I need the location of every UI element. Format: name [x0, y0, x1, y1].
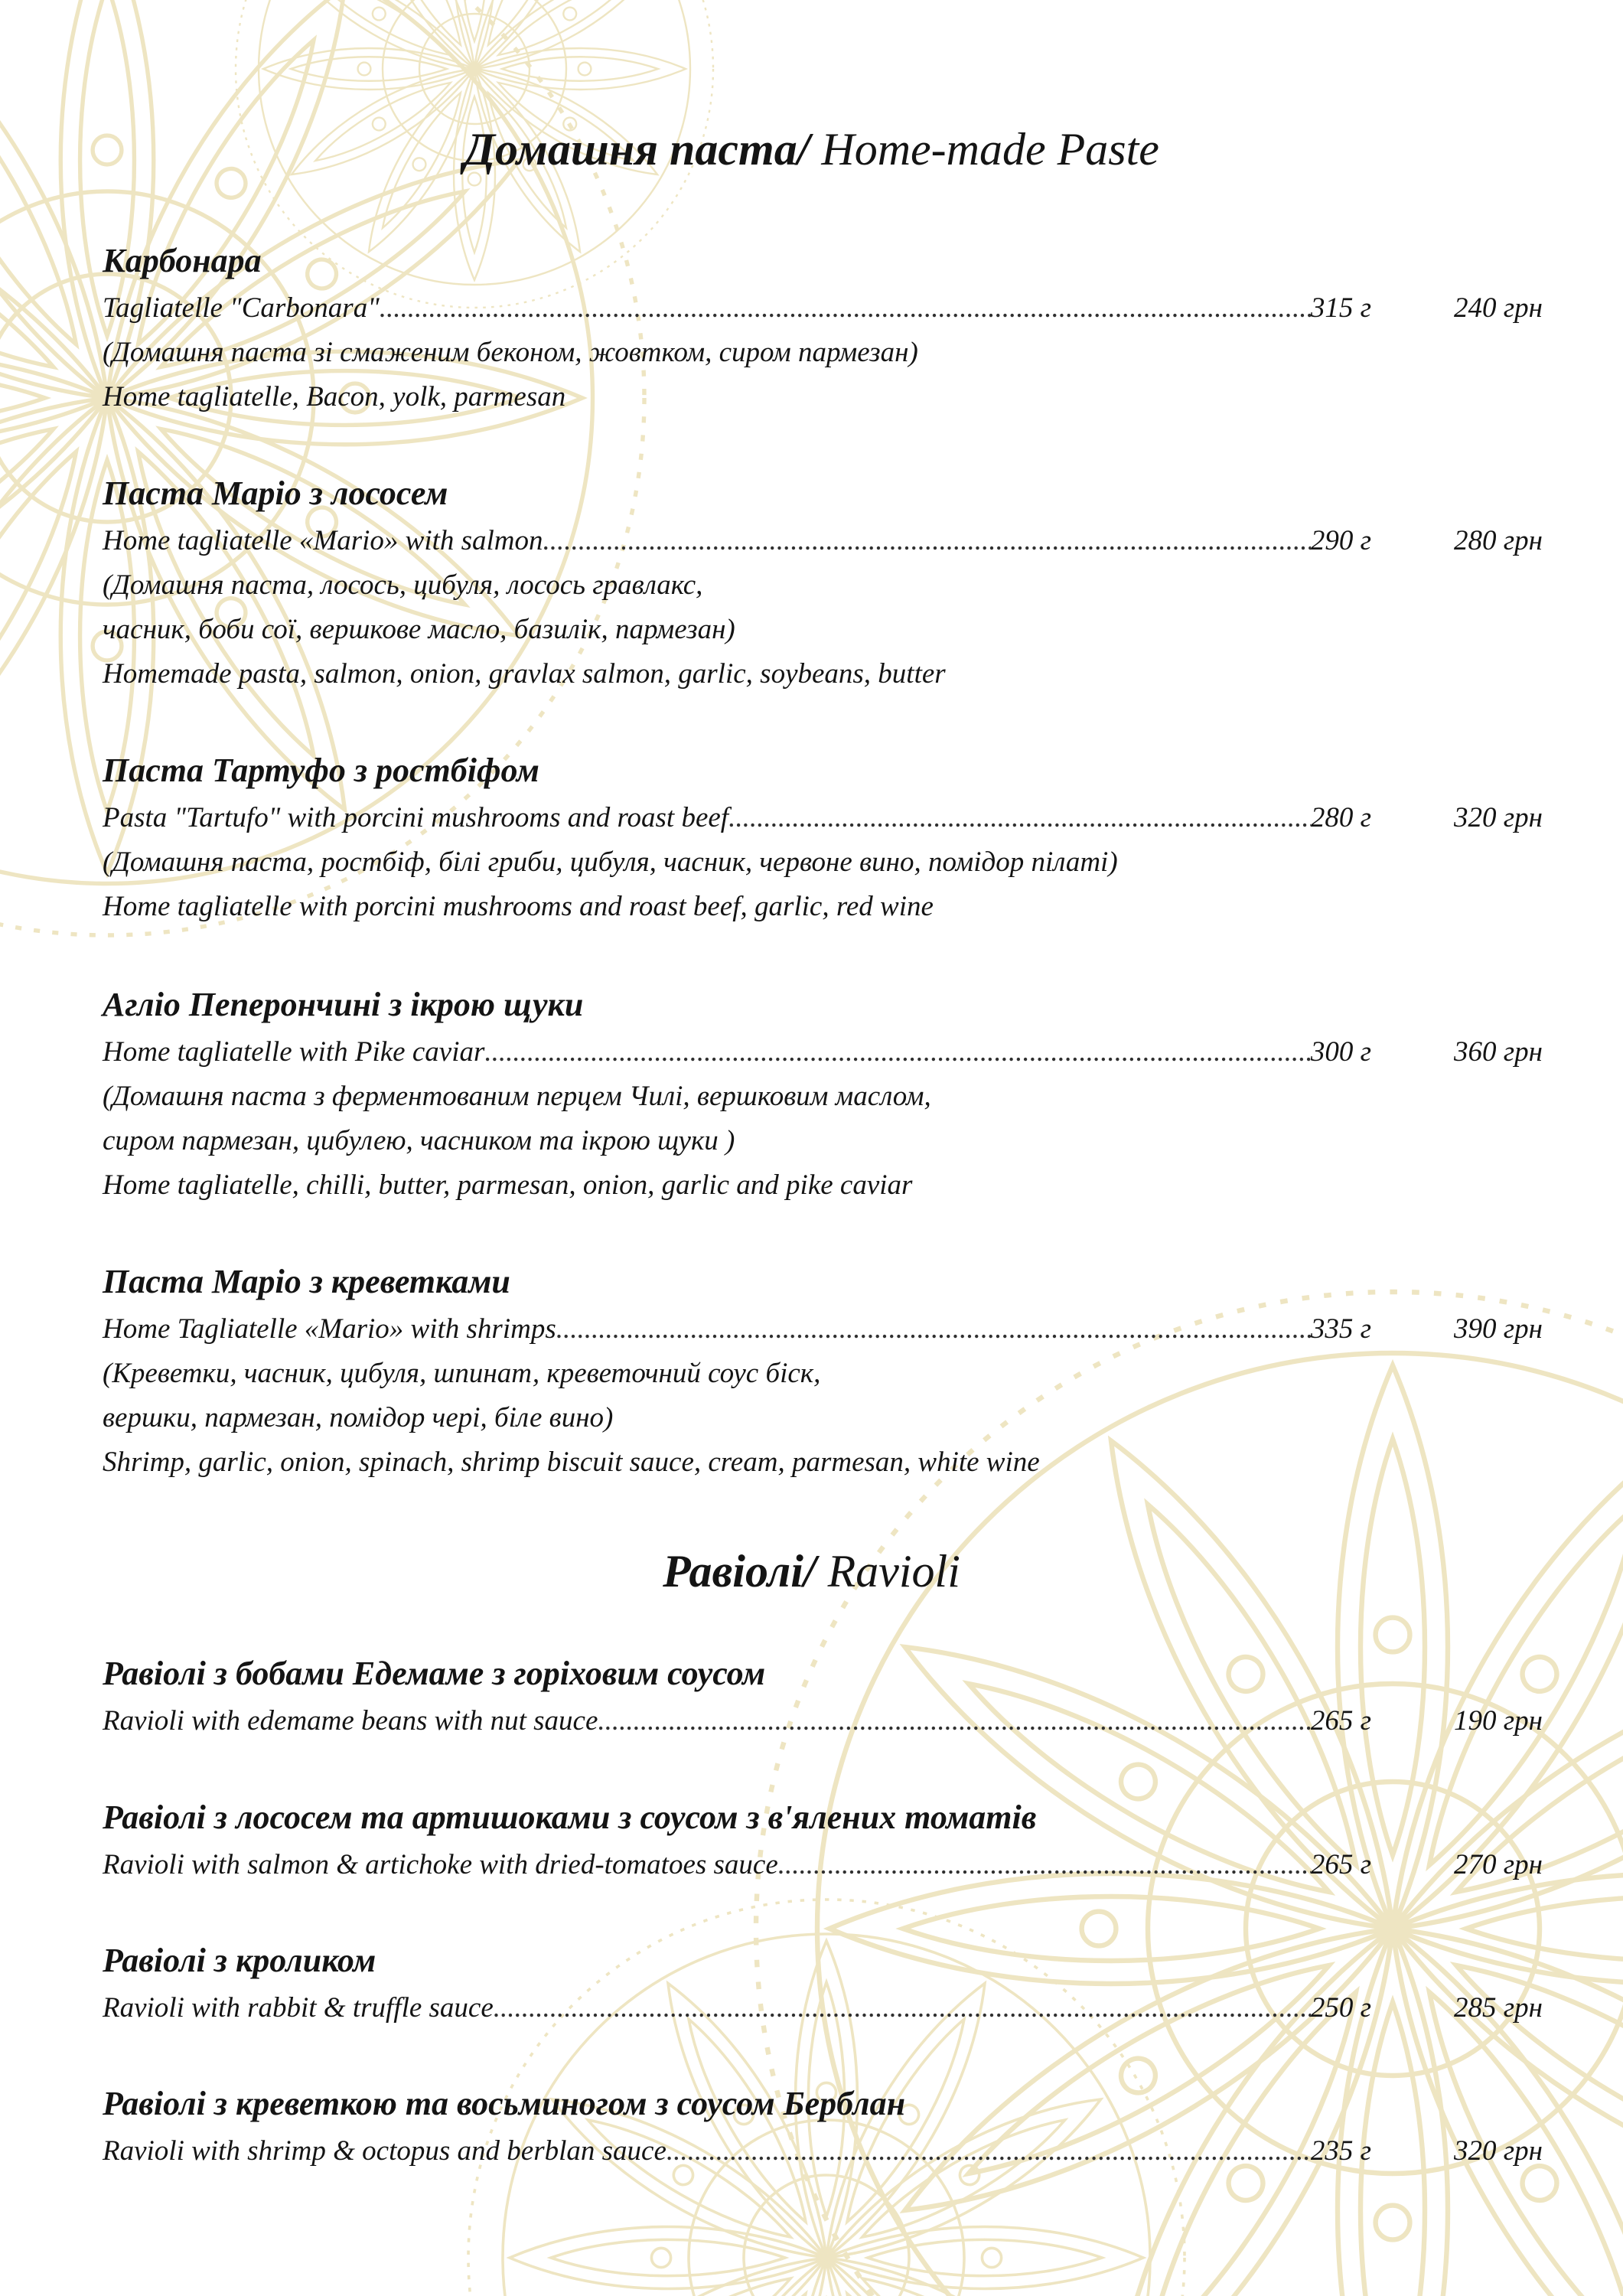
item-price: 285 грн: [1453, 1992, 1543, 2024]
item-english-name: Ravioli with rabbit & truffle sauce: [103, 1992, 494, 2024]
dot-leader: [494, 1986, 1311, 2030]
section-title-ua: Равіолі/: [663, 1546, 816, 1596]
item-description-row: [103, 1986, 1541, 2030]
item-price: 280 грн: [1453, 525, 1543, 556]
item-weight: 290 г: [1310, 525, 1371, 556]
item-weight: 250 г: [1310, 1992, 1371, 2024]
item-name: Агліо Пеперончині з ікрою щуки: [103, 986, 584, 1023]
item-description-line: [103, 1030, 1371, 1075]
item-weight: 265 г: [1310, 1705, 1371, 1737]
dot-leader: [556, 1307, 1311, 1352]
item-description-line: [103, 519, 1371, 563]
item-name: Карбонара: [103, 242, 262, 279]
item-description-row: [103, 1843, 1541, 1887]
menu-item-carbonara: [103, 240, 1541, 419]
item-english-name: Tagliatelle "Carbonara": [103, 292, 380, 324]
item-note: Home tagliatelle with porcini mushrooms and roast beef, garlic, red wine: [103, 891, 934, 922]
item-description-row: [103, 1699, 1541, 1743]
menu-item-aglio-peperoncini: [103, 984, 1541, 1208]
item-note: вершки, пармезан, помідор чері, біле вино): [103, 1402, 614, 1433]
item-name: Равіолі з кроликом: [103, 1942, 376, 1979]
item-note: Home tagliatelle, Bacon, yolk, parmesan: [103, 381, 566, 413]
item-name: Равіолі з лососем та артишоками з соусом з в'ялених томатів: [103, 1799, 1037, 1836]
menu-item-mario-shrimps: [103, 1261, 1541, 1485]
dot-leader: [778, 1843, 1311, 1887]
item-weight: 300 г: [1310, 1036, 1371, 1068]
item-description-row: [103, 796, 1541, 840]
menu-item-ravioli-edamame: [103, 1653, 1541, 1743]
menu-item-mario-salmon: [103, 473, 1541, 696]
item-weight: 265 г: [1310, 1849, 1371, 1880]
item-price: 270 грн: [1453, 1849, 1543, 1880]
item-note: сиром пармезан, цибулею, часником та ікрою щуки ): [103, 1125, 735, 1156]
item-note: (Домашня паста зі смаженим беконом, жовтком, сиром пармезан): [103, 337, 918, 368]
item-description-line: [103, 1699, 1371, 1743]
item-english-name: Home tagliatelle with Pike caviar: [103, 1036, 485, 1068]
item-note: Shrimp, garlic, onion, spinach, shrimp biscuit sauce, cream, parmesan, white wine: [103, 1446, 1040, 1478]
item-description-row: [103, 519, 1541, 563]
item-english-name: Ravioli with edemame beans with nut sauce: [103, 1705, 598, 1737]
item-price: 390 грн: [1453, 1313, 1543, 1345]
dot-leader: [380, 286, 1311, 331]
section-title-en: Ravioli: [816, 1546, 960, 1596]
item-weight: 315 г: [1310, 292, 1371, 324]
item-english-name: Home Tagliatelle «Mario» with shrimps: [103, 1313, 556, 1345]
menu-item-ravioli-shrimp-octopus: [103, 2083, 1541, 2174]
item-note: Home tagliatelle, chilli, butter, parmesan, onion, garlic and pike caviar: [103, 1169, 913, 1201]
item-name: Паста Маріо з лососем: [103, 475, 448, 512]
menu-item-ravioli-salmon: [103, 1797, 1541, 1887]
item-description-line: [103, 796, 1371, 840]
menu-item-ravioli-rabbit: [103, 1940, 1541, 2030]
item-weight: 335 г: [1310, 1313, 1371, 1345]
item-description-row: [103, 286, 1541, 331]
item-weight: 280 г: [1310, 802, 1371, 833]
item-description-row: [103, 2129, 1541, 2174]
dot-leader: [543, 519, 1311, 563]
item-name: Паста Маріо з креветками: [103, 1263, 510, 1300]
item-price: 320 грн: [1453, 802, 1543, 833]
item-description-row: [103, 1030, 1541, 1075]
item-note: (Креветки, часник, цибуля, шпинат, креветочний соус біск,: [103, 1358, 821, 1389]
dot-leader: [598, 1699, 1310, 1743]
dot-leader: [484, 1030, 1310, 1075]
item-weight: 235 г: [1310, 2135, 1371, 2167]
item-note: (Домашня паста, лосось, цибуля, лосось гравлакс,: [103, 569, 703, 601]
section-title-pasta: [0, 122, 1623, 176]
item-name: Равіолі з креветкою та восьминогом з соусом Берблан: [103, 2085, 906, 2122]
item-description-line: [103, 1843, 1371, 1887]
item-english-name: Ravioli with shrimp & octopus and berblan sauce: [103, 2135, 666, 2167]
item-note: часник, боби сої, вершкове масло, базилік, пармезан): [103, 614, 735, 645]
item-english-name: Pasta "Tartufo" with porcini mushrooms and roast beef: [103, 802, 729, 833]
item-note: (Домашня паста, ростбіф, білі гриби, цибуля, часник, червоне вино, помідор пілаті): [103, 846, 1118, 878]
item-note: (Домашня паста з ферментованим перцем Чилі, вершковим маслом,: [103, 1081, 931, 1112]
item-description-line: [103, 1986, 1371, 2030]
section-title-ua: Домашня паста/: [464, 124, 810, 174]
item-description-row: [103, 1307, 1541, 1352]
section-title-ravioli: [0, 1544, 1623, 1598]
item-description-line: [103, 286, 1371, 331]
item-name: Паста Тартуфо з ростбіфом: [103, 752, 539, 789]
dot-leader: [728, 796, 1311, 840]
item-note: Homemade pasta, salmon, onion, gravlax salmon, garlic, soybeans, butter: [103, 658, 946, 690]
item-description-line: [103, 1307, 1371, 1352]
item-price: 190 грн: [1453, 1705, 1543, 1737]
item-english-name: Home tagliatelle «Mario» with salmon: [103, 525, 543, 556]
item-price: 320 грн: [1453, 2135, 1543, 2167]
item-description-line: [103, 2129, 1371, 2174]
item-price: 360 грн: [1453, 1036, 1543, 1068]
item-name: Равіолі з бобами Едемаме з горіховим соусом: [103, 1655, 766, 1692]
menu-item-tartufo: [103, 750, 1541, 929]
section-title-en: Home-made Paste: [810, 124, 1159, 174]
item-english-name: Ravioli with salmon & artichoke with dried-tomatoes sauce: [103, 1849, 778, 1880]
item-price: 240 грн: [1453, 292, 1543, 324]
dot-leader: [666, 2129, 1311, 2174]
